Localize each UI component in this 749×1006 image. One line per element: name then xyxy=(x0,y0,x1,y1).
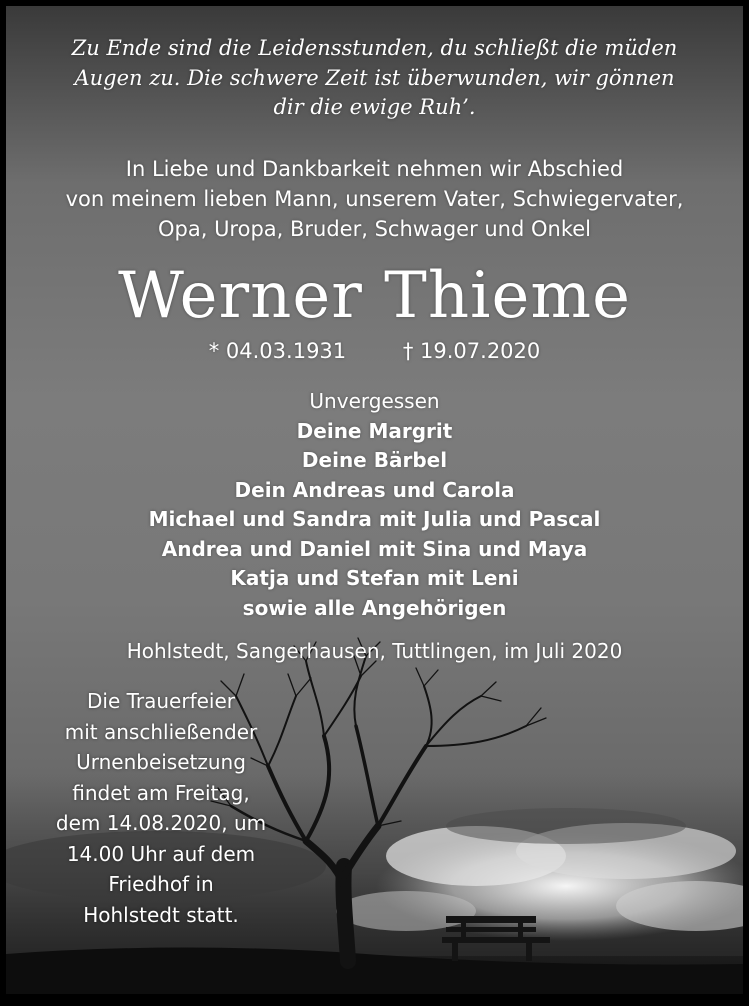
death-date: † 19.07.2020 xyxy=(402,339,541,363)
funeral-line: findet am Freitag, xyxy=(72,780,250,805)
mourner-entry: Deine Margrit xyxy=(296,418,453,443)
place-and-date: Hohlstedt, Sangerhausen, Tuttlingen, im Juli 2020 xyxy=(126,639,623,663)
intro-line: Opa, Uropa, Bruder, Schwager und Onkel xyxy=(157,217,592,241)
funeral-line: 14.00 Uhr auf dem xyxy=(66,841,256,866)
poem-line: Augen zu. Die schwere Zeit ist überwunden, wir gönnen xyxy=(74,65,675,90)
mourners-lead: Unvergessen xyxy=(309,389,440,413)
funeral-line: Die Trauerfeier xyxy=(86,689,235,713)
mourner-entry: Dein Andreas und Carola xyxy=(234,477,515,502)
funeral-line: Friedhof in xyxy=(108,872,214,896)
funeral-line: dem 14.08.2020, um xyxy=(55,811,267,835)
funeral-line: mit anschließender xyxy=(64,719,258,744)
mourner-entry: Andrea und Daniel mit Sina und Maya xyxy=(161,536,588,561)
life-dates xyxy=(6,336,743,366)
farewell-intro xyxy=(6,154,743,244)
mourner-entry: Deine Bärbel xyxy=(301,448,448,472)
intro-line: von meinem lieben Mann, unserem Vater, Schwiegervater, xyxy=(65,187,684,211)
poem-line: Zu Ende sind die Leidensstunden, du schließt die müden xyxy=(71,36,678,60)
deceased-name: Werner Thieme xyxy=(118,259,631,333)
funeral-line: Hohlstedt statt. xyxy=(83,902,239,927)
poem-line: dir die ewige Ruh’. xyxy=(273,95,476,119)
funeral-notice xyxy=(36,686,286,930)
mourners-list xyxy=(6,387,743,623)
mourner-entry: sowie alle Angehörigen xyxy=(242,595,507,620)
funeral-line: Urnenbeisetzung xyxy=(76,750,246,774)
memorial-poem xyxy=(6,34,743,123)
intro-line: In Liebe und Dankbarkeit nehmen wir Abschied xyxy=(125,157,624,181)
birth-date: * 04.03.1931 xyxy=(208,339,347,363)
obituary-card xyxy=(6,6,743,994)
mourner-entry: Katja und Stefan mit Leni xyxy=(230,566,519,590)
mourner-entry: Michael und Sandra mit Julia und Pascal xyxy=(148,507,601,531)
